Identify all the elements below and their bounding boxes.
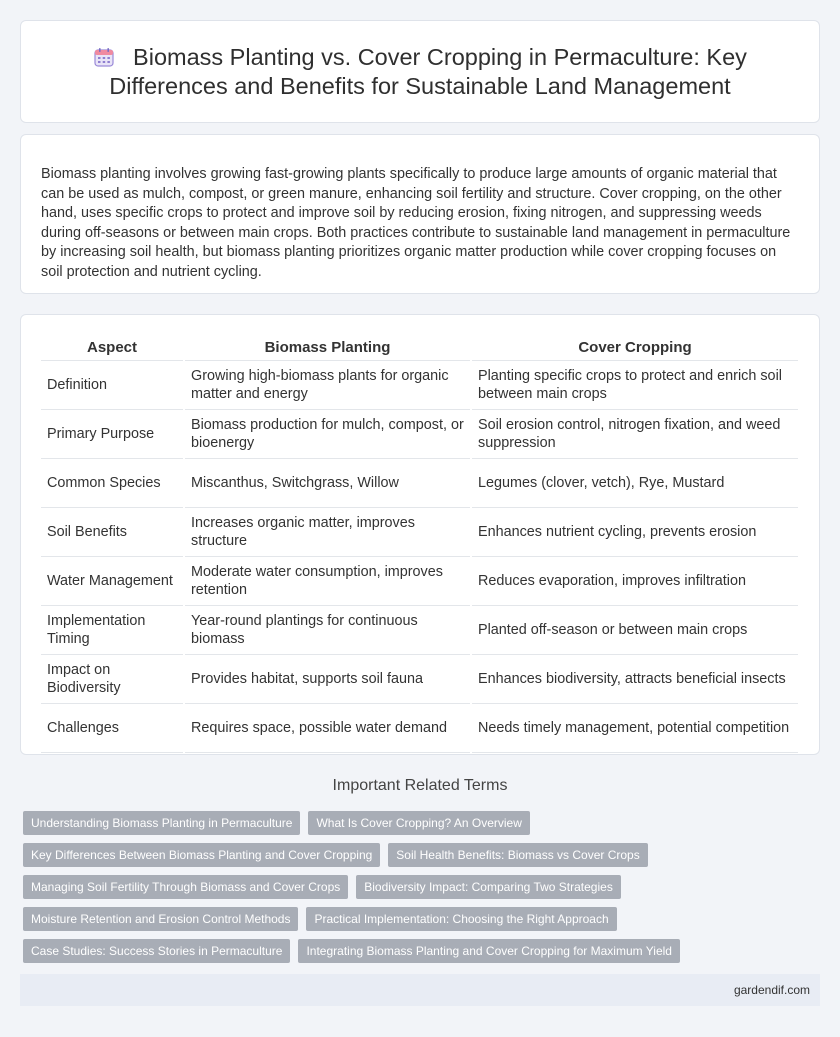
cell-aspect: Water Management bbox=[41, 557, 184, 606]
header-biomass-planting: Biomass Planting bbox=[184, 335, 471, 361]
cell-biomass: Year-round plantings for continuous biomass bbox=[184, 606, 471, 655]
page-title-text: Biomass Planting vs. Cover Cropping in Permaculture: Key Differences and Benefits for Sustainable Land Management bbox=[109, 43, 747, 99]
cell-aspect: Impact on Biodiversity bbox=[41, 655, 184, 704]
cell-aspect: Implementation Timing bbox=[41, 606, 184, 655]
related-tags bbox=[20, 811, 810, 963]
cell-aspect: Common Species bbox=[41, 459, 184, 508]
header-aspect: Aspect bbox=[41, 335, 184, 361]
cell-cover: Legumes (clover, vetch), Rye, Mustard bbox=[471, 459, 798, 508]
related-tag[interactable]: Key Differences Between Biomass Planting and Cover Cropping bbox=[23, 843, 380, 867]
related-tag[interactable]: Case Studies: Success Stories in Permaculture bbox=[23, 939, 290, 963]
table-row bbox=[41, 655, 798, 704]
cell-cover: Needs timely management, potential competition bbox=[471, 704, 798, 753]
cell-cover: Soil erosion control, nitrogen fixation, and weed suppression bbox=[471, 410, 798, 459]
header-cover-cropping: Cover Cropping bbox=[471, 335, 798, 361]
calendar-icon bbox=[93, 46, 115, 68]
related-terms-title: Important Related Terms bbox=[332, 777, 508, 794]
cell-aspect: Primary Purpose bbox=[41, 410, 184, 459]
table-row bbox=[41, 459, 798, 508]
table-row bbox=[41, 361, 798, 410]
table-row bbox=[41, 508, 798, 557]
cell-biomass: Provides habitat, supports soil fauna bbox=[184, 655, 471, 704]
cell-cover: Reduces evaporation, improves infiltration bbox=[471, 557, 798, 606]
related-tag[interactable]: Understanding Biomass Planting in Permaculture bbox=[23, 811, 300, 835]
cell-biomass: Growing high-biomass plants for organic matter and energy bbox=[184, 361, 471, 410]
cell-aspect: Challenges bbox=[41, 704, 184, 753]
related-tag[interactable]: Integrating Biomass Planting and Cover Cropping for Maximum Yield bbox=[298, 939, 680, 963]
comparison-table bbox=[41, 335, 798, 753]
related-tag[interactable]: Soil Health Benefits: Biomass vs Cover Crops bbox=[388, 843, 647, 867]
cell-cover: Enhances biodiversity, attracts beneficial insects bbox=[471, 655, 798, 704]
footer-site-link[interactable]: gardendif.com bbox=[733, 983, 810, 997]
cell-biomass: Moderate water consumption, improves retention bbox=[184, 557, 471, 606]
comparison-card bbox=[20, 314, 820, 755]
cell-cover: Planted off-season or between main crops bbox=[471, 606, 798, 655]
title-card bbox=[20, 20, 820, 123]
related-tag[interactable]: Biodiversity Impact: Comparing Two Strategies bbox=[356, 875, 621, 899]
intro-card bbox=[20, 134, 820, 294]
related-tag[interactable]: Managing Soil Fertility Through Biomass and Cover Crops bbox=[23, 875, 348, 899]
table-row bbox=[41, 704, 798, 753]
table-row bbox=[41, 410, 798, 459]
table-row bbox=[41, 606, 798, 655]
page-title bbox=[51, 43, 789, 101]
footer bbox=[20, 974, 820, 1006]
cell-biomass: Biomass production for mulch, compost, or bioenergy bbox=[184, 410, 471, 459]
table-header-row bbox=[41, 335, 798, 361]
intro-paragraph: Biomass planting involves growing fast-growing plants specifically to produce large amounts of organic material that can be used as mulch, compost, or green manure, enhancing soil fertility and structure. Cover cropping, on the other hand, uses specific crops to protect and improve soil by reducing erosion, fixing nitrogen, and suppressing weeds during off-seasons or between main crops. Both practices contribute to sustainable land management in permaculture by increasing soil health, but biomass planting prioritizes organic matter production while cover cropping focuses on soil protection and nutrient cycling. bbox=[41, 166, 791, 280]
related-tag[interactable]: Practical Implementation: Choosing the Right Approach bbox=[306, 907, 616, 931]
cell-biomass: Miscanthus, Switchgrass, Willow bbox=[184, 459, 471, 508]
table-row bbox=[41, 557, 798, 606]
cell-aspect: Definition bbox=[41, 361, 184, 410]
cell-aspect: Soil Benefits bbox=[41, 508, 184, 557]
related-tag[interactable]: What Is Cover Cropping? An Overview bbox=[308, 811, 529, 835]
cell-biomass: Increases organic matter, improves structure bbox=[184, 508, 471, 557]
cell-cover: Planting specific crops to protect and enrich soil between main crops bbox=[471, 361, 798, 410]
related-tag[interactable]: Moisture Retention and Erosion Control Methods bbox=[23, 907, 298, 931]
cell-biomass: Requires space, possible water demand bbox=[184, 704, 471, 753]
cell-cover: Enhances nutrient cycling, prevents erosion bbox=[471, 508, 798, 557]
